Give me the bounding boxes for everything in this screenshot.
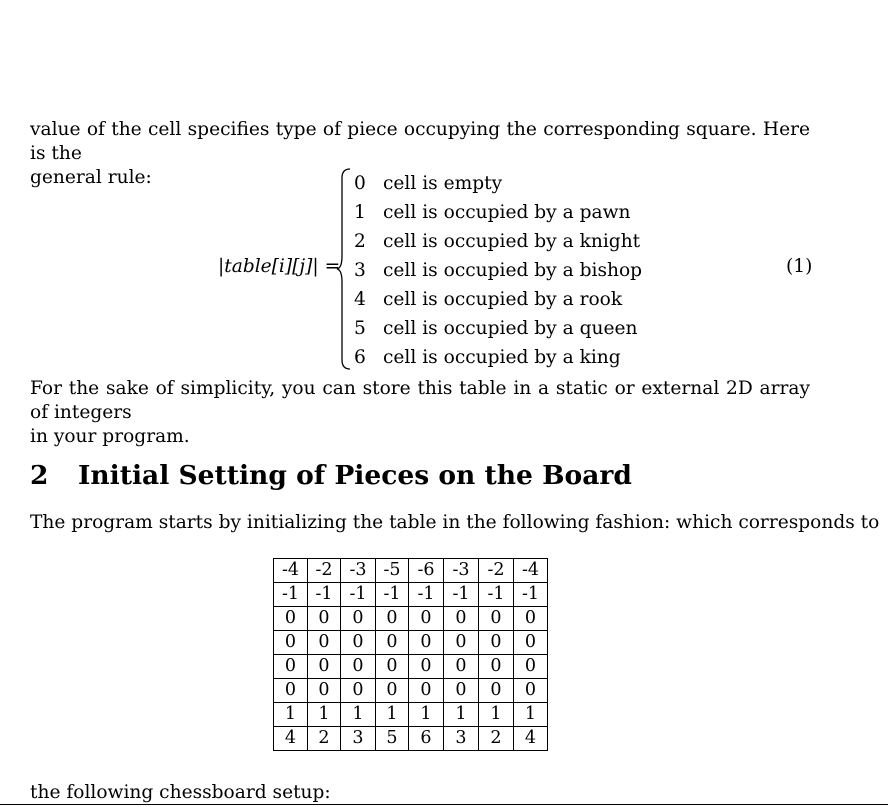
board-cell: 0: [479, 655, 514, 679]
board-cell: -1: [341, 583, 376, 607]
setup-paragraph: the following chessboard setup:: [30, 782, 331, 803]
board-table: [273, 558, 548, 751]
case-value: 6: [354, 347, 366, 368]
board-cell: 2: [308, 727, 341, 751]
board-cell: 0: [514, 607, 548, 631]
board-cell: 0: [479, 607, 514, 631]
case-value: 2: [354, 231, 366, 252]
board-cell: 0: [274, 655, 308, 679]
simplicity-line-1: For the sake of simplicity, you can store this table in a static or external 2D array of integers: [30, 378, 810, 423]
case-value: 4: [354, 289, 366, 310]
section-number: 2: [30, 460, 49, 491]
board-cell: 0: [514, 631, 548, 655]
board-row: [274, 679, 548, 703]
case-value: 3: [354, 260, 366, 281]
board-cell: -3: [341, 559, 376, 583]
board-cell: 0: [308, 679, 341, 703]
board-cell: -1: [479, 583, 514, 607]
equation-lhs-term: table[i][j]: [224, 256, 313, 277]
board-row: [274, 655, 548, 679]
case-text: cell is occupied by a king: [383, 347, 621, 368]
board-row: [274, 727, 548, 751]
board-cell: 0: [444, 655, 479, 679]
board-cell: 0: [409, 607, 444, 631]
board-cell: 1: [274, 703, 308, 727]
board-cell: 0: [444, 607, 479, 631]
case-value: 1: [354, 202, 366, 223]
board-cell: 1: [514, 703, 548, 727]
board-cell: 0: [514, 679, 548, 703]
board-cell: 0: [376, 607, 409, 631]
case-row: [354, 169, 642, 198]
intro-line-2: general rule:: [30, 167, 152, 188]
case-row: [354, 285, 642, 314]
board-cell: -1: [409, 583, 444, 607]
board-cell: 0: [274, 631, 308, 655]
board-cell: 0: [479, 679, 514, 703]
board-cell: 1: [409, 703, 444, 727]
case-row: [354, 343, 642, 372]
case-text: cell is occupied by a rook: [383, 289, 623, 310]
board-cell: 0: [308, 631, 341, 655]
board-cell: -4: [514, 559, 548, 583]
board-cell: -6: [409, 559, 444, 583]
board-cell: -1: [514, 583, 548, 607]
board-row: [274, 631, 548, 655]
board-cell: 0: [409, 631, 444, 655]
board-cell: 3: [444, 727, 479, 751]
case-text: cell is occupied by a knight: [383, 231, 641, 252]
board-cell: 0: [341, 631, 376, 655]
board-cell: 6: [409, 727, 444, 751]
case-row: [354, 198, 642, 227]
board-cell: 4: [514, 727, 548, 751]
case-text: cell is occupied by a queen: [383, 318, 638, 339]
board-cell: 1: [308, 703, 341, 727]
equation-number: (1): [786, 256, 813, 277]
board-cell: 0: [479, 631, 514, 655]
case-text: cell is occupied by a pawn: [383, 202, 631, 223]
case-text: cell is empty: [383, 173, 503, 194]
board-cell: -1: [308, 583, 341, 607]
board-cell: 0: [341, 679, 376, 703]
board-cell: 0: [409, 679, 444, 703]
board-cell: -1: [274, 583, 308, 607]
case-row: [354, 256, 642, 285]
board-cell: 0: [308, 607, 341, 631]
intro-line-1: value of the cell specifies type of piece occupying the corresponding square. Here is the: [30, 119, 810, 164]
board-cell: -2: [308, 559, 341, 583]
board-cell: -2: [479, 559, 514, 583]
case-text: cell is occupied by a bishop: [383, 260, 643, 281]
cases-list: [354, 169, 642, 372]
board-cell: -5: [376, 559, 409, 583]
board-cell: 0: [409, 655, 444, 679]
board-cell: 0: [341, 607, 376, 631]
case-row: [354, 314, 642, 343]
board-cell: 0: [376, 655, 409, 679]
left-brace: [336, 168, 352, 370]
simplicity-paragraph: [30, 377, 810, 449]
simplicity-line-2: in your program.: [30, 426, 190, 447]
board-cell: 0: [444, 631, 479, 655]
board-cell: 0: [341, 655, 376, 679]
board-cell: 0: [444, 679, 479, 703]
board-cell: -1: [376, 583, 409, 607]
section-title: Initial Setting of Pieces on the Board: [78, 460, 632, 491]
case-value: 0: [354, 173, 366, 194]
board-cell: 1: [479, 703, 514, 727]
board-cell: 4: [274, 727, 308, 751]
case-row: [354, 227, 642, 256]
board-cell: -4: [274, 559, 308, 583]
board-cell: 1: [376, 703, 409, 727]
board-cell: 0: [376, 679, 409, 703]
board-cell: 3: [341, 727, 376, 751]
equation-lhs: |table[i][j]| =: [218, 256, 341, 277]
board-cell: 5: [376, 727, 409, 751]
board-cell: 0: [514, 655, 548, 679]
board-row: [274, 607, 548, 631]
board-cell: 0: [274, 607, 308, 631]
board-row: [274, 583, 548, 607]
board-cell: -1: [444, 583, 479, 607]
board-cell: 0: [376, 631, 409, 655]
board-cell: 0: [308, 655, 341, 679]
board-cell: 1: [444, 703, 479, 727]
program-paragraph: The program starts by initializing the table in the following fashion: which corresponds to: [30, 512, 880, 533]
case-value: 5: [354, 318, 366, 339]
board-row: [274, 559, 548, 583]
section-heading: [30, 460, 632, 491]
page-divider: [0, 804, 888, 805]
board-cell: 1: [341, 703, 376, 727]
board-cell: 0: [274, 679, 308, 703]
board-cell: 2: [479, 727, 514, 751]
board-row: [274, 703, 548, 727]
board-cell: -3: [444, 559, 479, 583]
